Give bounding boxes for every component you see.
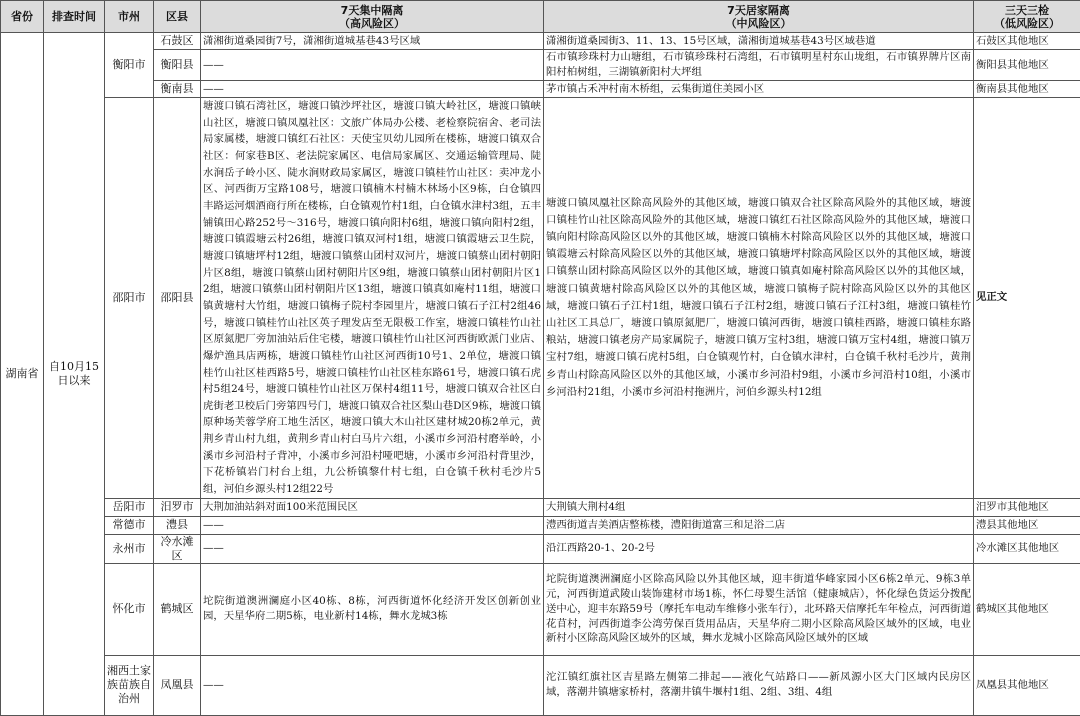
city-cell: 怀化市	[105, 563, 154, 655]
county-cell: 邵阳县	[154, 98, 201, 499]
low-risk-cell: 汨罗市其他地区	[974, 498, 1080, 516]
county-cell: 鹤城区	[154, 563, 201, 655]
mid-risk-cell: 塘渡口镇凤凰社区除高风险外的其他区域，塘渡口镇双合社区除高风险外的其他区域，塘渡口镇桂竹山社区除高风险外的其他区域，塘渡口镇红石社区除高风险外的其他区域，塘渡口镇向阳村除高风险区以外的其他区域，塘渡口镇楠木村除高风险区以外的其他区域，塘渡口镇霞塘云村除高风险区以外的其他区域，塘渡口镇塘坪村除高风险区以外的其他区域，塘渡口镇蔡山团村除高风险区以外的其他区域，塘渡口镇真如庵村除高风险区以外的其他区域，塘渡口镇黄塘村除高风险区以外的其他区域，塘渡口镇梅子院村除高风险区以外的其他区域，塘渡口镇石子江村1组，塘渡口镇石子江村2组，塘渡口镇石子江村3组，塘渡口镇桂竹山社区工具总厂，塘渡口镇原氮肥厂，塘渡口镇河西街，塘渡口镇桂西路，塘渡口镇桂东路粮站，塘渡口镇老房产局家属院子，塘渡口镇万宝村3组，塘渡口镇万宝村4组，塘渡口镇万宝村7组，塘渡口镇石虎村5组，白仓镇观竹村，白仓镇水津村，白仓镇千秋村毛沙片，黄荆乡青山村除高风险区以外的其他区域，小溪市乡河沿村9组，小溪市乡河沿村10组，小溪市乡河沿村21组，小溪市乡河沿村拖洲片，河伯乡源头村12组	[544, 98, 974, 499]
high-risk-cell: ——	[201, 655, 544, 715]
table-row	[1, 98, 1080, 499]
low-risk-cell: 衡南县其他地区	[974, 81, 1080, 98]
table-row	[1, 498, 1080, 516]
low-risk-cell: 见正文	[974, 98, 1080, 499]
time-cell: 自10月15日以来	[44, 33, 105, 716]
header-city: 市州	[105, 1, 154, 33]
low-risk-cell: 鹤城区其他地区	[974, 563, 1080, 655]
low-risk-cell: 冷水滩区其他地区	[974, 534, 1080, 563]
low-risk-cell: 石鼓区其他地区	[974, 33, 1080, 50]
city-cell: 邵阳市	[105, 98, 154, 499]
mid-risk-cell: 石市镇珍珠村力山塘组，石市镇珍珠村石湾组，石市镇明星村东山垅组，石市镇界牌片区南阳村柏树组，三湖镇新阳村大坪组	[544, 50, 974, 81]
mid-risk-cell: 茅市镇占禾冲村南木桥组，云集街道住美园小区	[544, 81, 974, 98]
city-cell: 永州市	[105, 534, 154, 563]
header-mid-title: 7天居家隔离	[546, 4, 971, 17]
county-cell: 衡南县	[154, 81, 201, 98]
county-cell: 澧县	[154, 516, 201, 534]
high-risk-cell: ——	[201, 534, 544, 563]
mid-risk-cell: 澧西街道吉美酒店整栋楼，澧阳街道富三和足浴二店	[544, 516, 974, 534]
county-cell: 凤凰县	[154, 655, 201, 715]
county-cell: 衡阳县	[154, 50, 201, 81]
mid-risk-cell: 沱江镇红旗社区吉星路左侧第二排起——液化气站路口——新凤源小区大门区域内民房区域，落潮井镇塘家桥村，落潮井镇牛堰村1组、2组、3组、4组	[544, 655, 974, 715]
table-row	[1, 516, 1080, 534]
header-time: 排查时间	[44, 1, 105, 33]
low-risk-cell: 澧县其他地区	[974, 516, 1080, 534]
table-row	[1, 563, 1080, 655]
header-low-risk	[974, 1, 1080, 33]
header-low-sub: （低风险区）	[976, 17, 1078, 30]
high-risk-cell: 潇湘街道桑园街7号，潇湘街道城基巷43号区域	[201, 33, 544, 50]
county-cell: 汨罗市	[154, 498, 201, 516]
header-high-sub: （高风险区）	[203, 17, 541, 30]
high-risk-cell: ——	[201, 50, 544, 81]
city-cell: 衡阳市	[105, 33, 154, 98]
high-risk-cell: ——	[201, 516, 544, 534]
high-risk-cell: ——	[201, 81, 544, 98]
province-cell: 湖南省	[1, 33, 44, 716]
county-cell: 石鼓区	[154, 33, 201, 50]
low-risk-cell: 衡阳县其他地区	[974, 50, 1080, 81]
mid-risk-cell: 潇湘街道桑园街3、11、13、15号区域，潇湘街道城基巷43号区域巷道	[544, 33, 974, 50]
mid-risk-cell: 大荆镇大荆村4组	[544, 498, 974, 516]
table-row	[1, 534, 1080, 563]
table-row	[1, 655, 1080, 715]
city-cell: 湘西土家族苗族自治州	[105, 655, 154, 715]
mid-risk-cell: 沿江西路20-1、20-2号	[544, 534, 974, 563]
header-province: 省份	[1, 1, 44, 33]
high-risk-cell: 大荆加油站斜对面100米范围民区	[201, 498, 544, 516]
table-row	[1, 33, 1080, 50]
header-mid-sub: （中风险区）	[546, 17, 971, 30]
city-cell: 常德市	[105, 516, 154, 534]
header-low-title: 三天三检	[976, 4, 1078, 17]
header-high-title: 7天集中隔离	[203, 4, 541, 17]
low-risk-cell: 凤凰县其他地区	[974, 655, 1080, 715]
city-cell: 岳阳市	[105, 498, 154, 516]
header-mid-risk	[544, 1, 974, 33]
table-row	[1, 81, 1080, 98]
header-row	[1, 1, 1080, 33]
header-county: 区县	[154, 1, 201, 33]
high-risk-cell: 塘渡口镇石湾社区，塘渡口镇沙坪社区，塘渡口镇大岭社区，塘渡口镇峡山社区，塘渡口镇凤凰社区：文旅广体局办公楼、老检察院宿舍、老司法局家属楼，塘渡口镇红石社区：天使宝贝幼儿园所在楼栋，塘渡口镇双合社区：何家巷B区、老法院家属区、电信局家属区、交通运输管理局、陡水涧岳子岭小区、陡水涧财政局家属区，塘渡口镇桂竹山社区：卖冲龙小区、河西街万宝路108号，塘渡口镇楠木村楠木林场小区9栋，白仓镇四丰路运河烟酒商行所在楼栋，白仓镇观竹村1组，白仓镇水津村3组，五丰铺镇田心路252号～316号，塘渡口镇向阳村6组，塘渡口镇向阳村2组，塘渡口镇霞塘云村26组，塘渡口镇双河村1组，塘渡口镇霞塘云卫生院，塘渡口镇塘坪村12组，塘渡口镇蔡山团村双河片，塘渡口镇蔡山团村朝阳片区8组，塘渡口镇蔡山团村朝阳片区9组，塘渡口镇蔡山团村朝阳片区12组，塘渡口镇蔡山团村朝阳片区13组，塘渡口镇真如庵村11组，塘渡口镇黄塘村大竹组，塘渡口镇梅子院村李园里片，塘渡口镇石子江村2组46号，塘渡口镇桂竹山社区英子理发店至无限极工作室，塘渡口镇桂竹山社区原氮肥厂旁加油站后住宅楼，塘渡口镇桂竹山社区河西街欧派门业店、爆炉渔具店两栋，塘渡口镇桂竹山社区河西街10号1、2单位，塘渡口镇桂竹山社区桂西路5号，塘渡口镇桂竹山社区桂东路61号，塘渡口镇石虎村5组24号，塘渡口镇桂竹山社区万保村4组11号，塘渡口镇双合社区白虎街老卫校后门旁第四号门，塘渡口镇双合社区梨山巷D区9栋，塘渡口镇原种场芙蓉学府工地生活区，塘渡口镇大木山社区建材城20栋2单元，黄荆乡青山村九组，黄荆乡青山村白马片六组，小溪市乡河沿村磨举岭，小溪市乡河沿村子背冲，小溪市乡河沿村哑吧塘，小溪市乡河沿村背里沙，下花桥镇岩门村台上组，九公桥镇黎什村七组，白仓镇千秋村毛沙片5组，河伯乡源头村12组22号	[201, 98, 544, 499]
header-high-risk	[201, 1, 544, 33]
table-row	[1, 50, 1080, 81]
mid-risk-cell: 坨院街道澳洲澜庭小区除高风险以外其他区域，迎丰街道华峰家园小区6栋2单元、9栋3单元，河西街道武陵山装饰建材市场1栋，怀仁母婴生活馆（健康城店），怀化绿色货运分拨配送中心，迎丰东路59号（摩托车电动车维修小张车行），北环路天信摩托车年检点，河西街道花苜村，河西街道李公湾劳保百货用品店，天星华府二期小区除高风险区域外的区域，电业新村小区除高风险区域外的区域，舞水龙城小区除高风险区域外的区域	[544, 563, 974, 655]
high-risk-cell: 坨院街道澳洲澜庭小区40栋、8栋，河西街道怀化经济开发区创新创业园，天星华府二期5栋，电业新村14栋，舞水龙城3栋	[201, 563, 544, 655]
county-cell: 冷水滩区	[154, 534, 201, 563]
